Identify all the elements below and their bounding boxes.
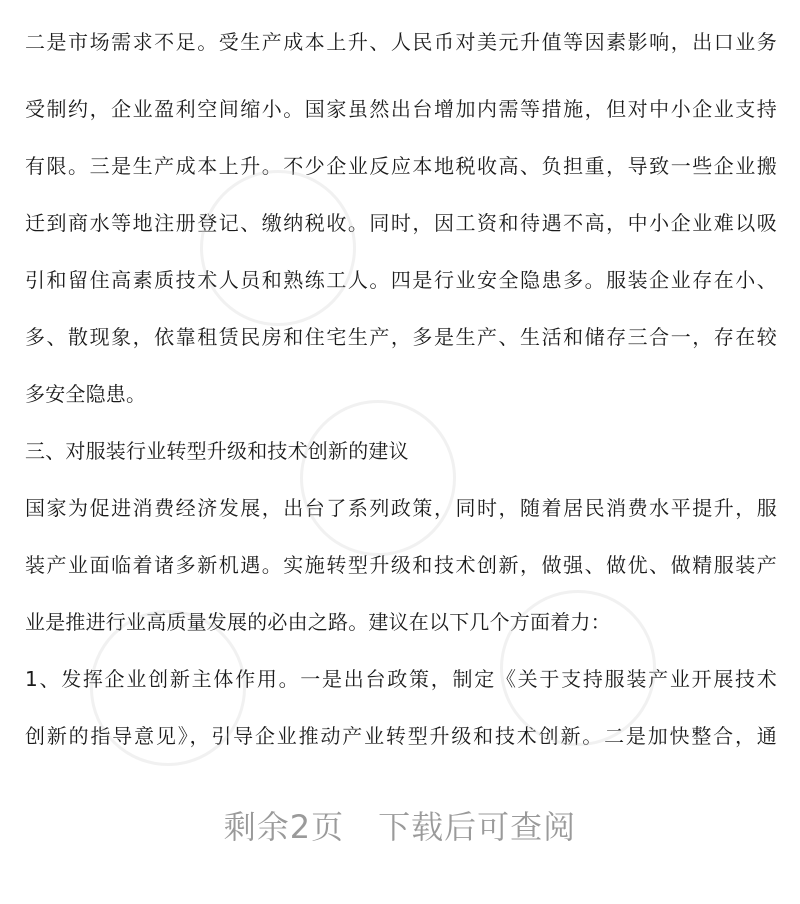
text-line: 多安全隐患。 [25,382,147,406]
text-line: 二是市场需求不足。受生产成本上升、人民币对美元升值等因素影响，出口业务 [25,30,777,54]
download-prompt[interactable] [0,805,800,849]
text-line: 1、发挥企业创新主体作用。一是出台政策，制定《关于支持服装产业开展技术 [25,667,777,691]
text-line: 迁到商水等地注册登记、缴纳税收。同时，因工资和待遇不高，中小企业难以吸 [25,211,777,235]
text-line: 有限。三是生产成本上升。不少企业反应本地税收高、负担重，导致一些企业搬 [25,154,777,178]
remaining-pages-label: 剩余2页 [223,808,345,846]
text-line: 创新的指导意见》，引导企业推动产业转型升级和技术创新。二是加快整合，通 [25,724,777,748]
download-to-view-label: 下载后可查阅 [378,808,577,846]
text-line: 受制约，企业盈利空间缩小。国家虽然出台增加内需等措施，但对中小企业支持 [25,97,777,121]
text-line: 引和留住高素质技术人员和熟练工人。四是行业安全隐患多。服装企业存在小、 [25,268,777,292]
text-line: 装产业面临着诸多新机遇。实施转型升级和技术创新，做强、做优、做精服装产 [25,553,777,577]
text-line: 业是推进行业高质量发展的必由之路。建议在以下几个方面着力： [25,610,611,634]
text-line: 国家为促进消费经济发展，出台了系列政策，同时，随着居民消费水平提升，服 [25,496,777,520]
text-line: 多、散现象，依靠租赁民房和住宅生产，多是生产、生活和储存三合一，存在较 [25,325,777,349]
section-heading: 三、对服装行业转型升级和技术创新的建议 [25,439,409,463]
